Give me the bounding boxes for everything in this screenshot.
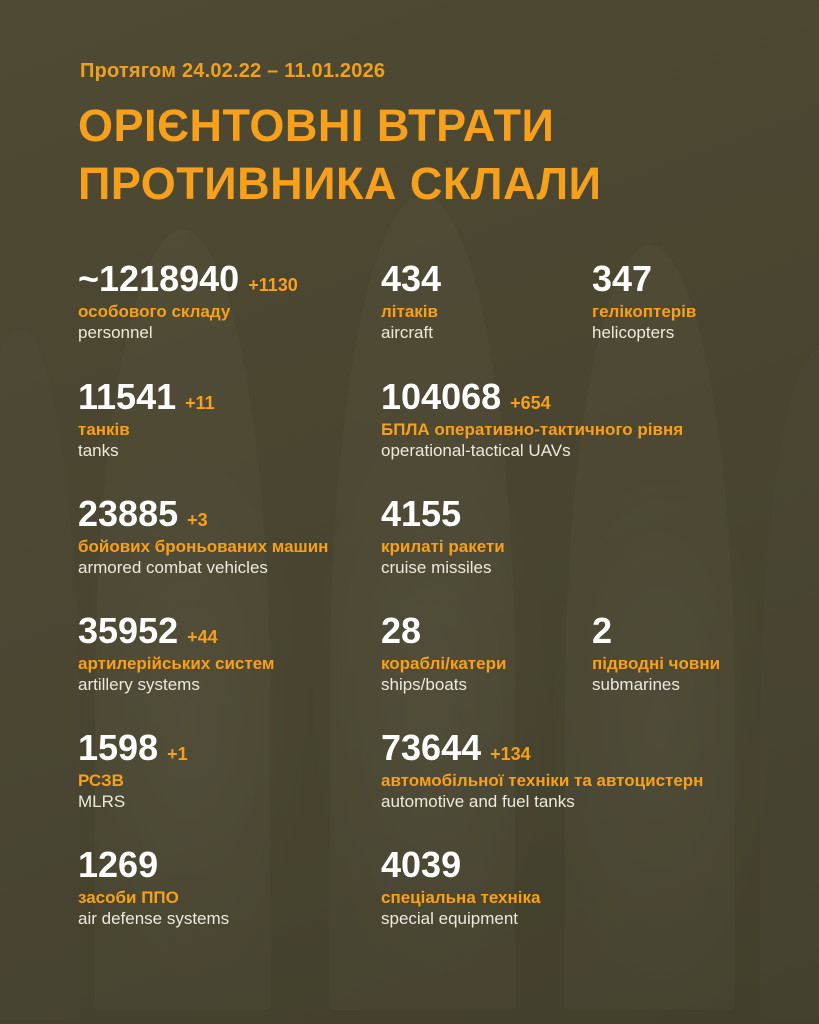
stat-item — [592, 612, 720, 695]
stat-label-en: submarines — [592, 674, 680, 694]
stat-label-en: automotive and fuel tanks — [381, 791, 575, 811]
page-title-line-2: ПРОТИВНИКА СКЛАЛИ — [78, 157, 602, 209]
stat-value-row — [381, 846, 540, 884]
stat-value-row — [381, 378, 683, 416]
stat-value: 1598 — [78, 727, 159, 768]
stat-item — [381, 846, 540, 929]
stat-value-row — [381, 729, 703, 767]
stat-value: ~1218940 — [78, 258, 240, 299]
stat-label-en: special equipment — [381, 908, 519, 928]
stat-label-ua: крилаті ракети — [381, 536, 505, 556]
stat-value: 11541 — [78, 376, 177, 417]
stat-value-row — [381, 612, 506, 650]
stat-delta: +134 — [490, 744, 531, 764]
stat-value-row — [381, 260, 450, 298]
stat-item — [78, 729, 188, 812]
page-title — [78, 97, 601, 212]
date-range: Протягом 24.02.22 – 11.01.2026 — [80, 60, 386, 82]
page-title-line-1: ОРІЄНТОВНІ ВТРАТИ — [78, 100, 555, 151]
stat-value: 4155 — [381, 493, 462, 534]
stat-value: 23885 — [78, 493, 179, 534]
stat-value-row — [78, 260, 298, 298]
stat-item — [381, 612, 506, 695]
stat-label-ua: особового складу — [78, 301, 231, 321]
stat-delta: +44 — [187, 627, 218, 647]
stat-label-ua: підводні човни — [592, 653, 721, 673]
stat-label-en: aircraft — [381, 322, 433, 342]
stat-value-row — [592, 612, 720, 650]
stat-label-ua: танків — [78, 419, 130, 439]
stat-item — [381, 729, 703, 812]
stat-value: 4039 — [381, 844, 462, 885]
stat-item — [381, 378, 683, 461]
stat-item — [381, 495, 505, 578]
stat-label-ua: бойових броньованих машин — [78, 536, 329, 556]
stat-value: 35952 — [78, 610, 179, 651]
stat-item — [592, 260, 696, 343]
stat-value: 28 — [381, 610, 422, 651]
stat-label-en: air defense systems — [78, 908, 230, 928]
stat-label-en: cruise missiles — [381, 557, 492, 577]
stat-value-row — [78, 846, 229, 884]
stat-label-ua: спеціальна техніка — [381, 887, 541, 907]
stat-value: 347 — [592, 258, 653, 299]
stat-label-ua: засоби ППО — [78, 887, 179, 907]
stat-value: 434 — [381, 258, 442, 299]
stat-label-en: MLRS — [78, 791, 126, 811]
stat-value: 104068 — [381, 376, 502, 417]
stat-item — [78, 495, 328, 578]
stat-value-row — [592, 260, 696, 298]
stat-label-en: helicopters — [592, 322, 675, 342]
stat-delta: +11 — [185, 393, 215, 413]
stat-value-row — [381, 495, 505, 533]
stat-value-row — [78, 495, 328, 533]
stat-label-en: personnel — [78, 322, 153, 342]
stat-delta: +1130 — [248, 275, 298, 295]
stat-label-ua: кораблі/катери — [381, 653, 507, 673]
stat-label-ua: БПЛА оперативно-тактичного рівня — [381, 419, 684, 439]
stat-label-ua: артилерійських систем — [78, 653, 275, 673]
stat-item — [78, 612, 275, 695]
losses-grid — [0, 252, 819, 928]
stat-label-en: tanks — [78, 440, 119, 460]
stat-delta: +3 — [187, 510, 208, 530]
stat-value: 73644 — [381, 727, 482, 768]
stat-label-ua: гелікоптерів — [592, 301, 697, 321]
stat-item — [381, 260, 450, 343]
stat-value-row — [78, 378, 215, 416]
stat-label-en: operational-tactical UAVs — [381, 440, 571, 460]
stat-label-en: armored combat vehicles — [78, 557, 268, 577]
stat-value-row — [78, 612, 275, 650]
stat-item — [78, 260, 298, 343]
stat-delta: +1 — [167, 744, 188, 764]
stat-label-ua: РСЗВ — [78, 770, 124, 790]
stat-value-row — [78, 729, 188, 767]
stat-label-en: artillery systems — [78, 674, 200, 694]
stat-value: 2 — [592, 610, 613, 651]
stat-label-ua: літаків — [381, 301, 438, 321]
stat-value: 1269 — [78, 844, 159, 885]
stat-label-ua: автомобільної техніки та автоцистерн — [381, 770, 704, 790]
stat-item — [78, 846, 229, 929]
stat-delta: +654 — [510, 393, 551, 413]
stat-item — [78, 378, 215, 461]
stat-label-en: ships/boats — [381, 674, 467, 694]
